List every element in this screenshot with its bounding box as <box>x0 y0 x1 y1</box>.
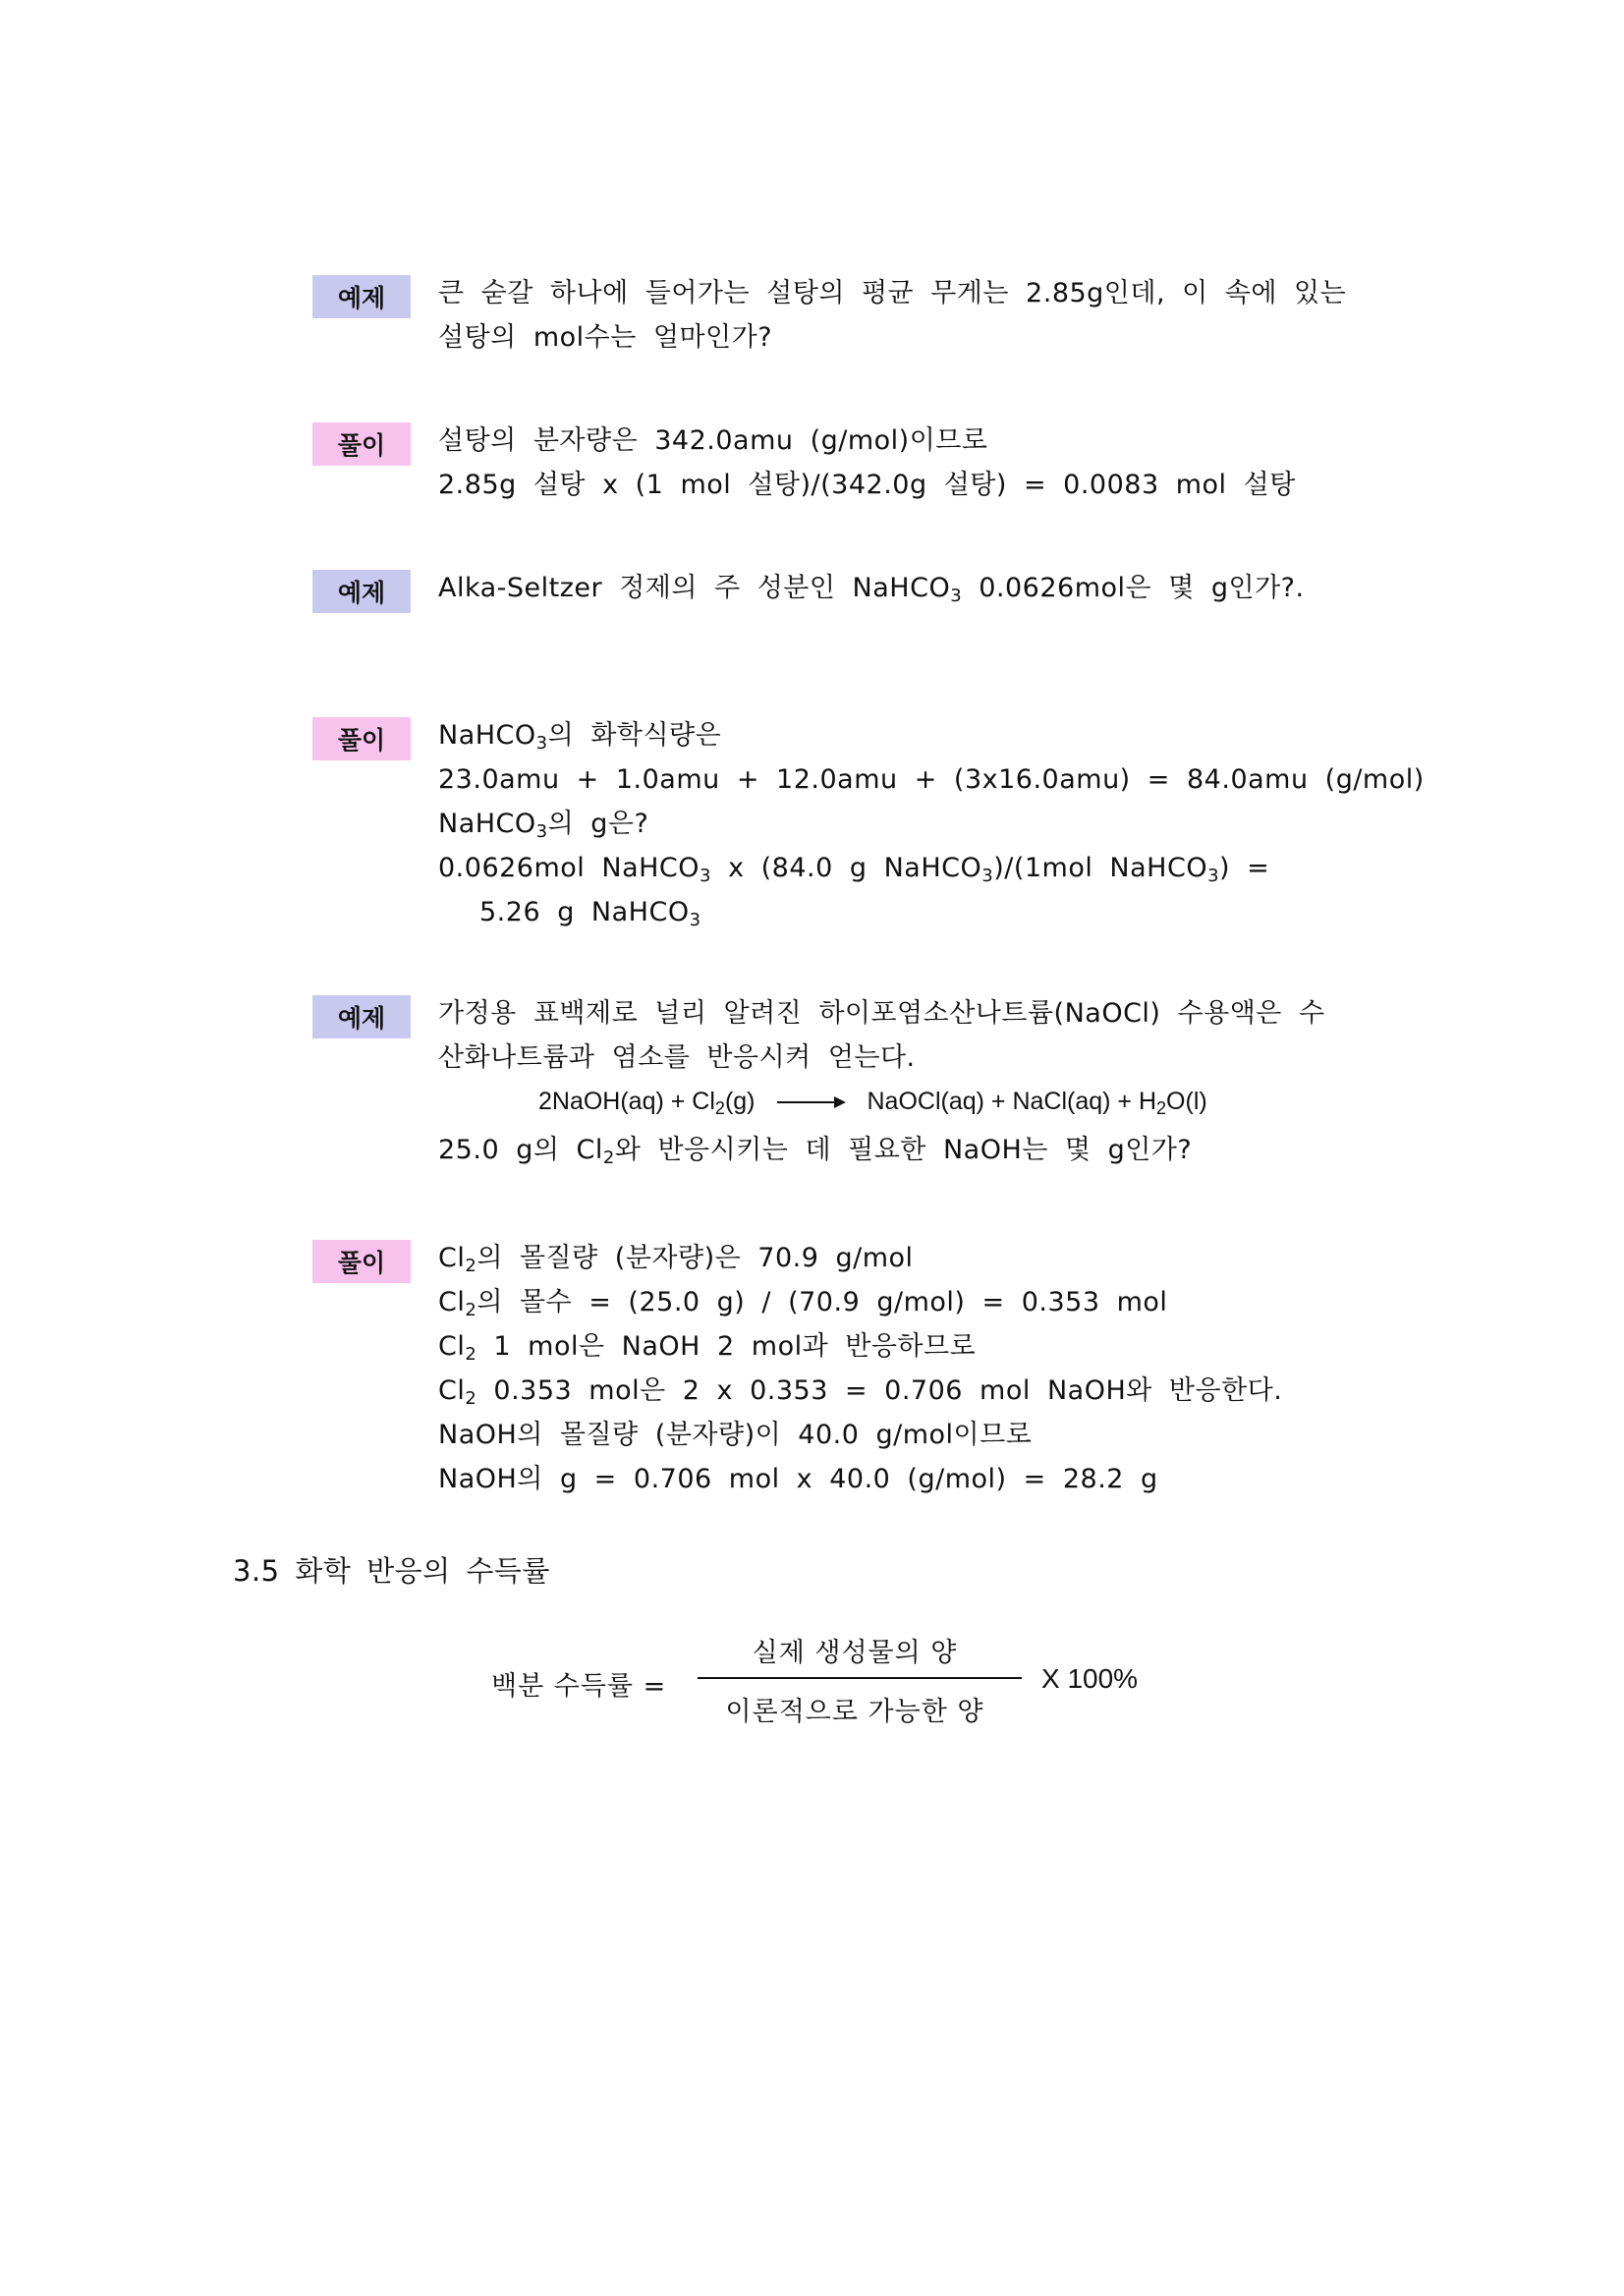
solution-3-line-1: $Cl_2$의 몰질량 (분자량)은 70.9 g/mol <box>438 1243 914 1276</box>
percent-yield-formula <box>491 1631 1179 1739</box>
solution-2-line-5: 5.26 g NaHCO$_3$ <box>479 897 701 930</box>
solution-3-line-3: $Cl_2$ 1 mol은 NaOH 2 mol과 반응하므로 <box>438 1331 977 1365</box>
solution-2-line-1: NaHCO$_3$의 화학식량은 <box>438 720 722 754</box>
fraction-bar <box>698 1677 1022 1679</box>
formula-lhs: 백분 수득률 = <box>491 1671 667 1702</box>
solution-2-text <box>438 713 1425 934</box>
example-label: 예제 <box>312 570 411 613</box>
solution-3-line-4: $Cl_2$ 0.353 mol은 2 x 0.353 = 0.706 mol NaOH와 반응한다. <box>438 1375 1283 1409</box>
solution-3-line-2: $Cl_2$의 몰수 = (25.0 g) / (70.9 g/mol) = 0.353 mol <box>438 1287 1168 1320</box>
example-label: 예제 <box>312 275 411 318</box>
section-heading: 3.5 화학 반응의 수득률 <box>233 1554 550 1588</box>
example-1-text <box>438 271 1354 360</box>
example-3-line-4: 25.0 g의 $Cl_2$와 반응시키는 데 필요한 NaOH는 몇 g인가? <box>438 1135 1193 1168</box>
example-3-line-1: 가정용 표백제로 널리 알려진 하이포염소산나트륨(NaOCl) 수용액은 수 <box>438 998 1325 1029</box>
example-2-line-1: Alka-Seltzer 정제의 주 성분인 NaHCO$_3$ 0.0626mol은 몇 g인가?. <box>438 573 1305 606</box>
reaction-arrow-icon <box>777 1096 846 1108</box>
reaction-products: NaOCl(aq) + NaCl(aq) + $H_2O(l)$ <box>867 1088 1207 1118</box>
solution-1-text <box>438 419 1354 507</box>
reaction-reactants: 2NaOH(aq) + $Cl_2(g)$ <box>538 1088 756 1118</box>
solution-1-line-1: 설탕의 분자량은 342.0amu (g/mol)이므로 <box>438 425 988 456</box>
reaction-equation <box>438 1080 1354 1124</box>
solution-1-line-2: 2.85g 설탕 x (1 mol 설탕)/(342.0g 설탕) = 0.0083 mol 설탕 <box>438 470 1296 500</box>
example-3-text <box>438 991 1354 1172</box>
solution-label: 풀이 <box>312 422 411 466</box>
solution-label: 풀이 <box>312 1240 411 1283</box>
example-1-line-1: 큰 숟갈 하나에 들어가는 설탕의 평균 무게는 2.85g인데, 이 속에 있는 <box>438 278 1347 308</box>
formula-denominator: 이론적으로 가능한 양 <box>725 1697 984 1727</box>
formula-rhs: X 100% <box>1041 1663 1139 1694</box>
example-2-text <box>438 566 1354 610</box>
example-3-line-2: 산화나트륨과 염소를 반응시켜 얻는다. <box>438 1042 916 1073</box>
formula-numerator: 실제 생성물의 양 <box>752 1638 958 1668</box>
example-label: 예제 <box>312 995 411 1038</box>
solution-2-line-2: 23.0amu + 1.0amu + 12.0amu + (3x16.0amu) = 84.0amu (g/mol) <box>438 764 1425 795</box>
solution-label: 풀이 <box>312 717 411 760</box>
solution-2-line-4: 0.0626mol NaHCO$_3$ x (84.0 g NaHCO$_3$)/(1mol NaHCO$_3$) = <box>438 853 1270 886</box>
example-1-line-2: 설탕의 mol수는 얼마인가? <box>438 322 773 353</box>
solution-3-line-6: NaOH의 g = 0.706 mol x 40.0 (g/mol) = 28.2 g <box>438 1464 1158 1494</box>
solution-3-text <box>438 1236 1354 1501</box>
solution-3-line-5: NaOH의 몰질량 (분자량)이 40.0 g/mol이므로 <box>438 1420 1033 1450</box>
solution-2-line-3: NaHCO$_3$의 g은? <box>438 809 649 842</box>
